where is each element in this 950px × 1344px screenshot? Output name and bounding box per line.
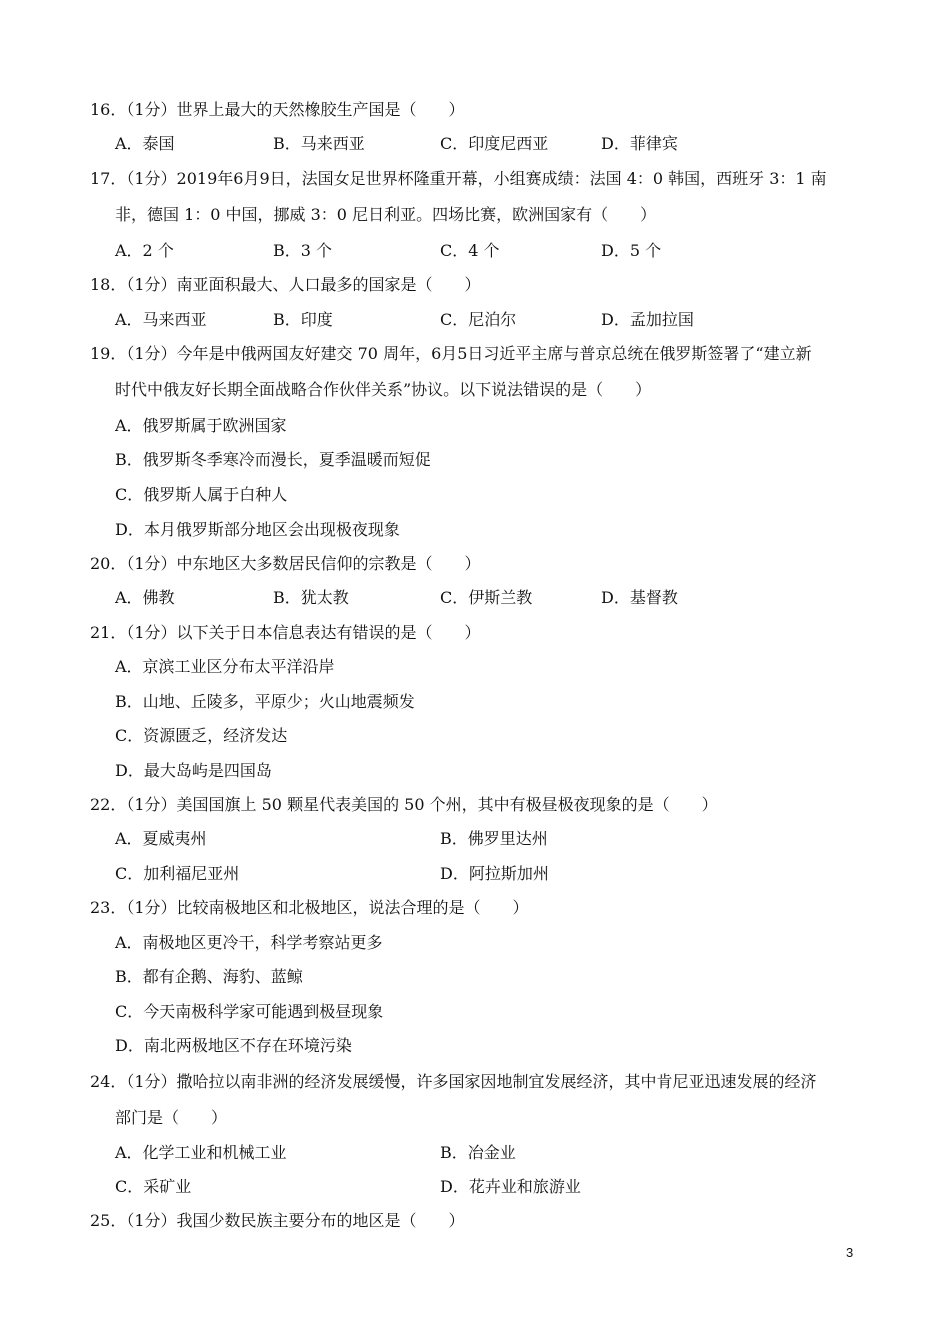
question-25-stem: 25．（1分）我国少数民族主要分布的地区是（ ） [90,1211,465,1230]
question-19-option-d: D．本月俄罗斯部分地区会出现极夜现象 [115,520,400,539]
question-20-option-d: D．基督教 [601,588,678,607]
question-20-stem: 20．（1分）中东地区大多数居民信仰的宗教是（ ） [90,554,481,573]
question-21-option-a: A．京滨工业区分布太平洋沿岸 [115,657,335,676]
question-16-option-a: A．泰国 [115,134,175,153]
question-17-option-c: C．4 个 [440,241,500,260]
question-18-stem: 18．（1分）南亚面积最大、人口最多的国家是（ ） [90,275,481,294]
question-20-option-c: C．伊斯兰教 [440,588,533,607]
question-17-stem-line2: 非，德国 1：0 中国，挪威 3：0 尼日利亚。四场比赛，欧洲国家有（ ） [115,205,657,224]
question-19-option-a: A．俄罗斯属于欧洲国家 [115,416,287,435]
question-18-option-c: C．尼泊尔 [440,310,517,329]
question-22-option-a: A．夏威夷州 [115,829,207,848]
question-23-option-b: B．都有企鹅、海豹、蓝鲸 [115,967,303,986]
question-21-stem: 21．（1分）以下关于日本信息表达有错误的是（ ） [90,623,481,642]
question-18-option-b: B．印度 [273,310,333,329]
question-21-option-d: D．最大岛屿是四国岛 [115,761,272,780]
question-24-stem-line2: 部门是（ ） [115,1108,228,1127]
question-24-stem-line1: 24．（1分）撒哈拉以南非洲的经济发展缓慢，许多国家因地制宜发展经济，其中肯尼亚迅速发展的经济 [90,1072,817,1091]
question-16-option-d: D．菲律宾 [601,134,678,153]
question-19-stem-line1: 19．（1分）今年是中俄两国友好建交 70 周年，6月5日习近平主席与普京总统在俄罗斯签署了“建立新 [90,344,812,363]
question-19-option-b: B．俄罗斯冬季寒冷而漫长，夏季温暖而短促 [115,450,431,469]
question-20-option-a: A．佛教 [115,588,175,607]
question-23-option-c: C．今天南极科学家可能遇到极昼现象 [115,1002,384,1021]
question-22-stem: 22．（1分）美国国旗上 50 颗星代表美国的 50 个州，其中有极昼极夜现象的是（ ） [90,795,718,814]
question-22-option-d: D．阿拉斯加州 [440,864,549,883]
question-17-stem-line1: 17．（1分）2019年6月9日，法国女足世界杯隆重开幕，小组赛成绩：法国 4：0 韩国，西班牙 3：1 南 [90,169,827,188]
question-23-stem: 23．（1分）比较南极地区和北极地区，说法合理的是（ ） [90,898,529,917]
question-16-option-b: B．马来西亚 [273,134,365,153]
question-17-option-d: D．5 个 [601,241,662,260]
question-21-option-c: C．资源匮乏，经济发达 [115,726,288,745]
page-number: 3 [846,1245,854,1260]
question-19-option-c: C．俄罗斯人属于白种人 [115,485,288,504]
question-23-option-a: A．南极地区更冷干，科学考察站更多 [115,933,383,952]
question-18-option-d: D．孟加拉国 [601,310,694,329]
question-16-option-c: C．印度尼西亚 [440,134,549,153]
question-24-option-c: C．采矿业 [115,1177,192,1196]
question-22-option-b: B．佛罗里达州 [440,829,548,848]
question-19-stem-line2: 时代中俄友好长期全面战略合作伙伴关系”协议。以下说法错误的是（ ） [115,380,652,399]
question-24-option-a: A．化学工业和机械工业 [115,1143,287,1162]
question-17-option-b: B．3 个 [273,241,333,260]
question-16-stem: 16．（1分）世界上最大的天然橡胶生产国是（ ） [90,100,465,119]
question-17-option-a: A．2 个 [115,241,174,260]
question-24-option-d: D．花卉业和旅游业 [440,1177,581,1196]
question-24-option-b: B．冶金业 [440,1143,516,1162]
question-21-option-b: B．山地、丘陵多，平原少；火山地震频发 [115,692,415,711]
question-22-option-c: C．加利福尼亚州 [115,864,240,883]
question-23-option-d: D．南北两极地区不存在环境污染 [115,1036,352,1055]
question-20-option-b: B．犹太教 [273,588,349,607]
question-18-option-a: A．马来西亚 [115,310,207,329]
